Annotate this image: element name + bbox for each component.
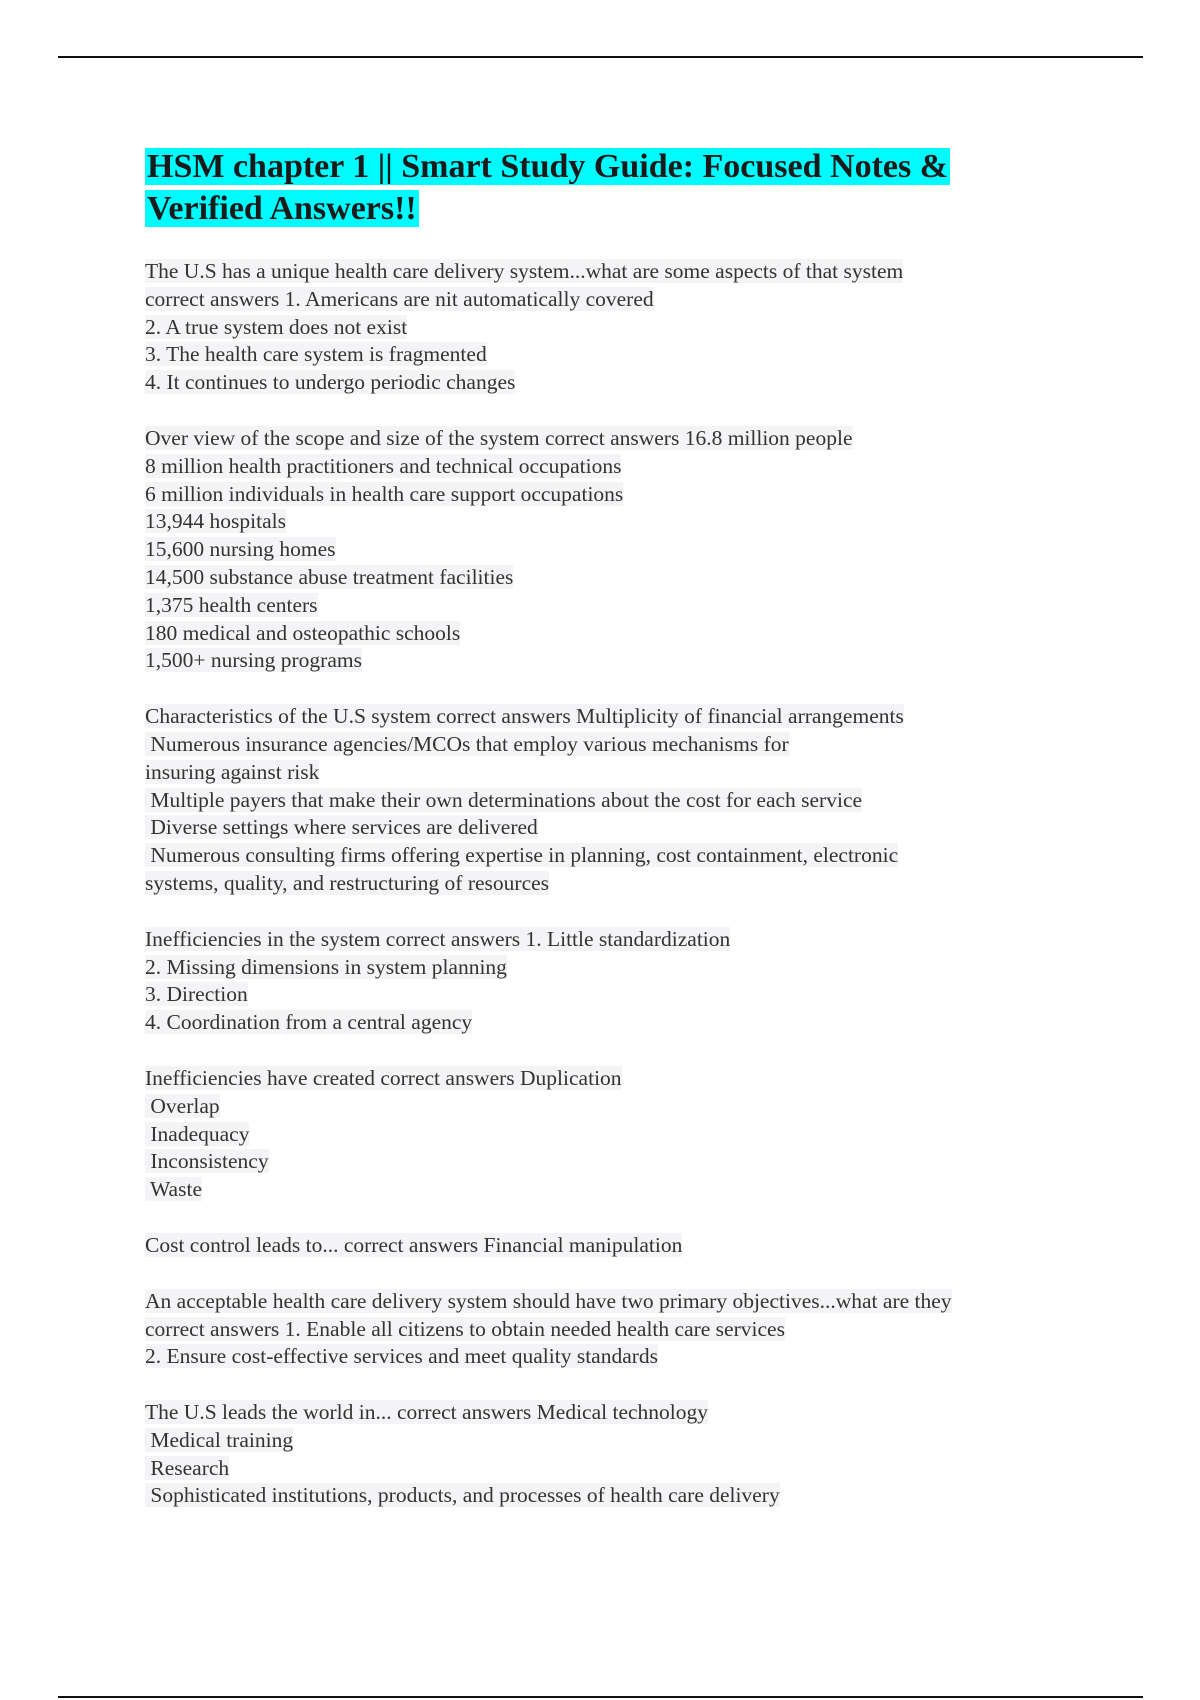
section-inefficiencies-created — [145, 1065, 1090, 1204]
text-line: 1,500+ nursing programs — [145, 648, 362, 673]
text-line: Numerous insurance agencies/MCOs that employ various mechanisms for — [145, 731, 789, 756]
text-line: 8 million health practitioners and technical occupations — [145, 453, 622, 478]
text-line: Medical training — [145, 1427, 294, 1452]
section-scope-size — [145, 425, 1090, 675]
text-line: Sophisticated institutions, products, and processes of health care delivery — [145, 1483, 780, 1508]
text-line: insuring against risk — [145, 759, 320, 784]
text-line: Multiple payers that make their own determinations about the cost for each service — [145, 787, 863, 812]
text-line: Inefficiencies have created correct answers Duplication — [145, 1065, 622, 1090]
text-line: Inconsistency — [145, 1149, 269, 1174]
text-line: Diverse settings where services are delivered — [145, 815, 538, 840]
section-characteristics — [145, 703, 1090, 898]
text-line: 4. It continues to undergo periodic changes — [145, 370, 516, 395]
document-title — [145, 146, 1090, 230]
text-line: 2. Missing dimensions in system planning — [145, 954, 507, 979]
section-inefficiencies — [145, 926, 1090, 1037]
text-line: The U.S has a unique health care delivery system...what are some aspects of that system — [145, 259, 904, 283]
text-line: 13,944 hospitals — [145, 509, 286, 534]
text-line: 3. The health care system is fragmented — [145, 342, 487, 367]
text-line: correct answers 1. Americans are nit automatically covered — [145, 286, 654, 311]
text-line: 15,600 nursing homes — [145, 537, 336, 562]
text-line: Inadequacy — [145, 1121, 250, 1146]
document-body — [145, 146, 1090, 1538]
section-us-leads — [145, 1399, 1090, 1510]
top-rule — [58, 56, 1143, 58]
text-line: 3. Direction — [145, 982, 248, 1007]
text-line: Over view of the scope and size of the system correct answers 16.8 million people — [145, 425, 853, 450]
section-cost-control — [145, 1232, 1090, 1260]
section-aspects — [145, 258, 1090, 397]
section-objectives — [145, 1288, 1090, 1371]
text-line: correct answers 1. Enable all citizens to obtain needed health care services — [145, 1316, 785, 1341]
text-line: 14,500 substance abuse treatment facilities — [145, 564, 514, 589]
text-line: Research — [145, 1455, 230, 1480]
text-line: Overlap — [145, 1093, 220, 1118]
title-line-1: HSM chapter 1 || Smart Study Guide: Focused Notes & — [147, 148, 949, 185]
text-line: Numerous consulting firms offering expertise in planning, cost containment, electronic — [145, 843, 899, 868]
text-line: Waste — [145, 1177, 202, 1202]
text-line: Cost control leads to... correct answers Financial manipulation — [145, 1232, 683, 1257]
text-line: Characteristics of the U.S system correct answers Multiplicity of financial arrangements — [145, 704, 904, 729]
title-line-2: Verified Answers!! — [147, 190, 417, 227]
text-line: 2. A true system does not exist — [145, 314, 408, 339]
text-line: 180 medical and osteopathic schools — [145, 620, 461, 645]
text-line: An acceptable health care delivery system should have two primary objectives...what are they — [145, 1288, 952, 1313]
text-line: The U.S leads the world in... correct answers Medical technology — [145, 1400, 709, 1425]
text-line: systems, quality, and restructuring of resources — [145, 870, 550, 895]
text-line: 6 million individuals in health care support occupations — [145, 481, 624, 506]
text-line: Inefficiencies in the system correct answers 1. Little standardization — [145, 926, 731, 951]
bottom-rule — [58, 1696, 1143, 1698]
text-line: 2. Ensure cost-effective services and meet quality standards — [145, 1344, 659, 1369]
text-line: 4. Coordination from a central agency — [145, 1010, 473, 1035]
text-line: 1,375 health centers — [145, 592, 318, 617]
